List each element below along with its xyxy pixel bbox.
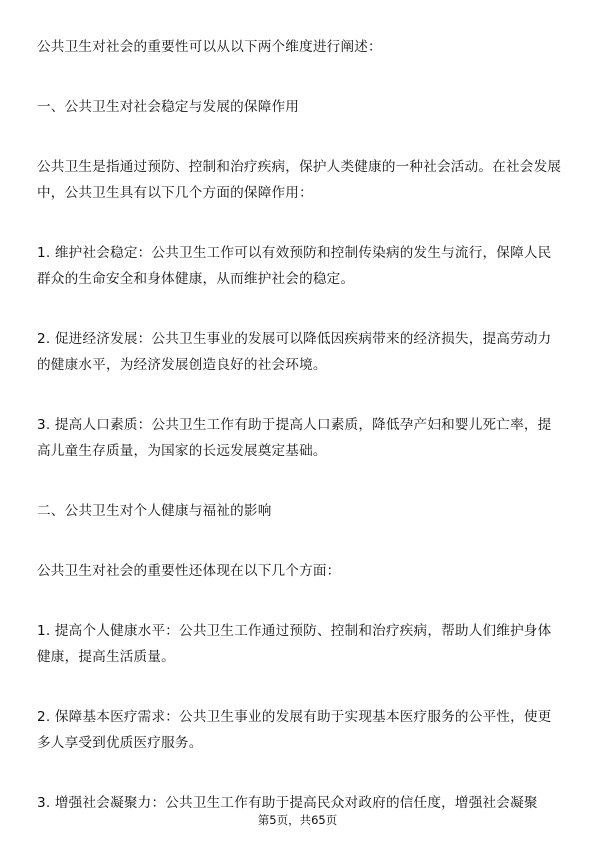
section-2-item-2: 2. 保障基本医疗需求：公共卫生事业的发展有助于实现基本医疗服务的公平性，使更多人享受到优质医疗服务。 bbox=[37, 709, 552, 751]
section-heading-1: 一、公共卫生对社会稳定与发展的保障作用 bbox=[37, 99, 300, 115]
section-1-item-1: 1. 维护社会稳定：公共卫生工作可以有效预防和控制传染病的发生与流行，保障人民群众的生命安全和身体健康，从而维护社会的稳定。 bbox=[37, 245, 552, 287]
page-number: 第5页，共65页 bbox=[257, 813, 338, 827]
section-1-intro: 公共卫生是指通过预防、控制和治疗疾病，保护人类健康的一种社会活动。在社会发展中，公共卫生具有以下几个方面的保障作用： bbox=[37, 159, 562, 201]
section-2-intro: 公共卫生对社会的重要性还体现在以下几个方面： bbox=[37, 563, 341, 579]
section-heading-2: 二、公共卫生对个人健康与福祉的影响 bbox=[37, 503, 272, 519]
document-body bbox=[37, 34, 563, 816]
section-2-item-1: 1. 提高个人健康水平：公共卫生工作通过预防、控制和治疗疾病，帮助人们维护身体健康，提高生活质量。 bbox=[37, 623, 552, 665]
section-1-item-3: 3. 提高人口素质：公共卫生工作有助于提高人口素质，降低孕产妇和婴儿死亡率，提高儿童生存质量，为国家的长远发展奠定基础。 bbox=[37, 417, 552, 459]
section-2-item-3: 3. 增强社会凝聚力：公共卫生工作有助于提高民众对政府的信任度，增强社会凝聚 bbox=[37, 795, 538, 811]
section-1-item-2: 2. 促进经济发展：公共卫生事业的发展可以降低因疾病带来的经济损失，提高劳动力的健康水平，为经济发展创造良好的社会环境。 bbox=[37, 331, 552, 373]
intro-paragraph: 公共卫生对社会的重要性可以从以下两个维度进行阐述： bbox=[37, 39, 382, 55]
